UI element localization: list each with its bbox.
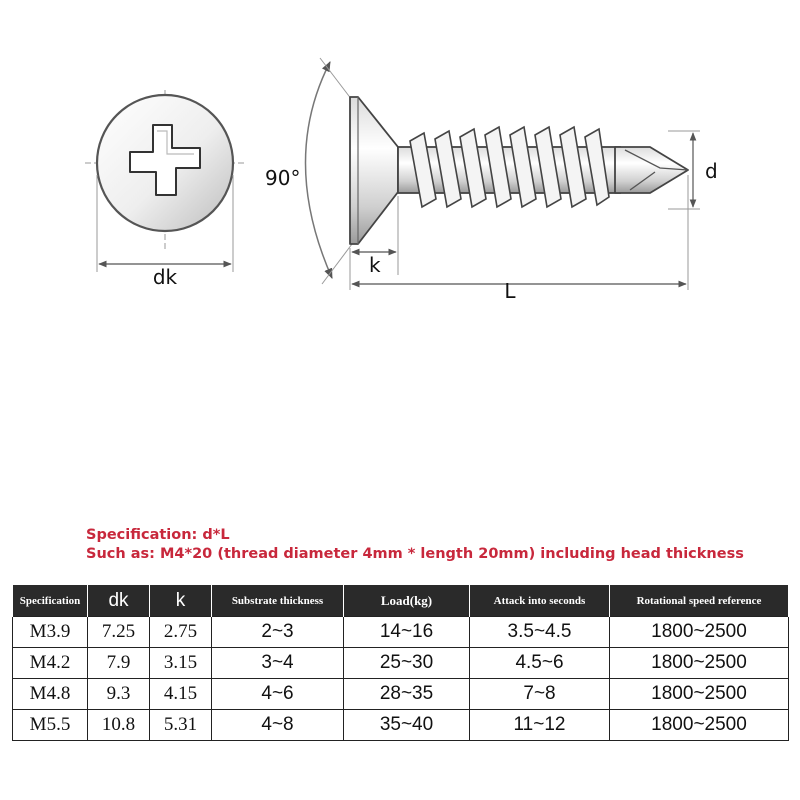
cell-specification: M3.9 (13, 617, 88, 648)
col-header-k: k (150, 585, 212, 617)
cell-load: 14~16 (344, 617, 470, 648)
screw-side-view (265, 58, 718, 303)
cell-rotational-speed: 1800~2500 (610, 648, 789, 679)
cell-k: 3.15 (150, 648, 212, 679)
head-top-view (85, 90, 245, 289)
angle-label: 90° (265, 166, 301, 190)
cell-substrate-thickness: 4~6 (212, 679, 344, 710)
cell-k: 5.31 (150, 710, 212, 741)
cell-dk: 7.9 (88, 648, 150, 679)
cell-k: 2.75 (150, 617, 212, 648)
cell-rotational-speed: 1800~2500 (610, 679, 789, 710)
screw-dimension-drawing (0, 0, 800, 320)
cell-attack-seconds: 4.5~6 (470, 648, 610, 679)
l-label: L (504, 279, 516, 303)
spec-example-note: Such as: M4*20 (thread diameter 4mm * length 20mm) including head thickness (86, 546, 744, 562)
cell-attack-seconds: 7~8 (470, 679, 610, 710)
d-label: d (705, 159, 718, 183)
cell-attack-seconds: 11~12 (470, 710, 610, 741)
col-header-dk: dk (88, 585, 150, 617)
k-label: k (369, 253, 381, 277)
cell-dk: 9.3 (88, 679, 150, 710)
table-row (13, 617, 789, 648)
table-header-row (13, 585, 789, 617)
table-row (13, 648, 789, 679)
cell-load: 25~30 (344, 648, 470, 679)
cell-specification: M4.8 (13, 679, 88, 710)
cell-dk: 7.25 (88, 617, 150, 648)
cell-rotational-speed: 1800~2500 (610, 710, 789, 741)
col-header-rotational-speed: Rotational speed reference (610, 585, 789, 617)
drill-tip (615, 147, 688, 193)
cell-rotational-speed: 1800~2500 (610, 617, 789, 648)
cell-specification: M5.5 (13, 710, 88, 741)
col-header-load: Load(kg) (344, 585, 470, 617)
cell-load: 35~40 (344, 710, 470, 741)
cell-substrate-thickness: 2~3 (212, 617, 344, 648)
cell-dk: 10.8 (88, 710, 150, 741)
table-row (13, 710, 789, 741)
cell-attack-seconds: 3.5~4.5 (470, 617, 610, 648)
col-header-specification: Specification (13, 585, 88, 617)
spec-format-note: Specification: d*L (86, 527, 230, 543)
specification-table (12, 585, 789, 741)
cell-specification: M4.2 (13, 648, 88, 679)
cell-substrate-thickness: 4~8 (212, 710, 344, 741)
cell-k: 4.15 (150, 679, 212, 710)
countersunk-head (350, 97, 398, 244)
table-row (13, 679, 789, 710)
col-header-attack-seconds: Attack into seconds (470, 585, 610, 617)
angle-arc (305, 62, 332, 278)
cell-substrate-thickness: 3~4 (212, 648, 344, 679)
cell-load: 28~35 (344, 679, 470, 710)
col-header-substrate-thickness: Substrate thickness (212, 585, 344, 617)
dk-label: dk (152, 265, 178, 289)
